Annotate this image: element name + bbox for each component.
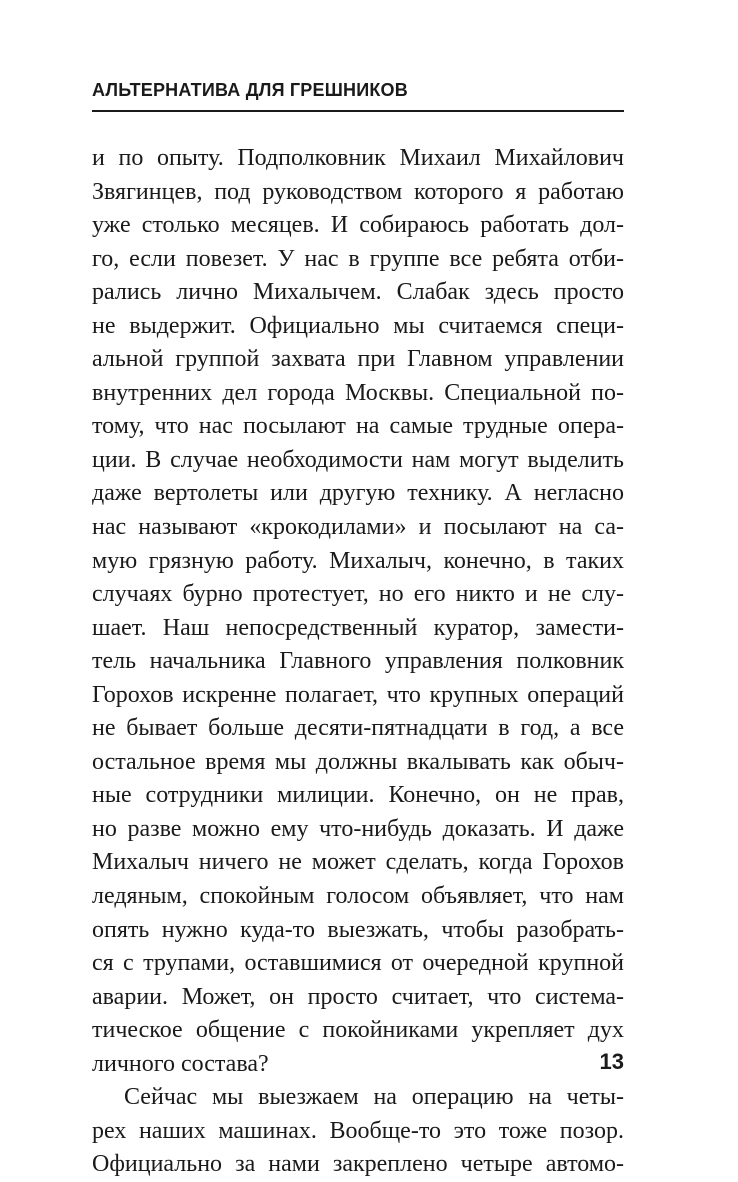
text-line: и по опыту. Подполковник Михаил Михайлович [92, 145, 624, 171]
text-line: но разве можно ему что-нибудь доказать. И даже [92, 815, 624, 842]
text-line: ледяным, спокойным голосом объявляет, что нам [92, 883, 624, 910]
text-line: случаях бурно протестует, но его никто и не слу- [92, 581, 624, 608]
text-line: аварии. Может, он просто считает, что система- [92, 983, 624, 1010]
text-line: тическое общение с покойниками укрепляет дух [92, 1017, 624, 1044]
text-line: Официально за нами закреплено четыре автомо- [92, 1151, 624, 1178]
page-number: 13 [599, 1049, 624, 1074]
text-line: шает. Наш непосредственный куратор, замести- [92, 614, 624, 641]
text-line: Горохов искренне полагает, что крупных операций [92, 681, 624, 708]
text-line: Михалыч ничего не может сделать, когда Горохов [92, 849, 624, 876]
paragraph-end-line: личного состава? [92, 1050, 269, 1077]
text-line: альной группой захвата при Главном управлении [92, 346, 624, 373]
body-text [92, 142, 624, 1182]
text-line: Звягинцев, под руководством которого я работаю [92, 178, 624, 205]
paragraph-start-line: Сейчас мы выезжаем на операцию на четы- [124, 1084, 624, 1111]
text-line: ся с трупами, оставшимися от очередной крупной [92, 950, 624, 977]
text-line: уже столько месяцев. И собираюсь работать дол- [92, 212, 624, 239]
text-line: не бывает больше десяти-пятнадцати в год, а все [92, 715, 624, 742]
text-line: даже вертолеты или другую технику. А негласно [92, 480, 624, 507]
text-line: внутренних дел города Москвы. Специальной по- [92, 379, 624, 406]
running-head: АЛЬТЕРНАТИВА ДЛЯ ГРЕШНИКОВ [92, 80, 408, 100]
text-line: ции. В случае необходимости нам могут выделить [92, 446, 624, 473]
text-line: тому, что нас посылают на самые трудные опера- [92, 413, 624, 440]
text-line: опять нужно куда-то выезжать, чтобы разобрать- [92, 916, 624, 943]
text-line: нас называют «крокодилами» и посылают на са- [92, 514, 624, 541]
text-line: ные сотрудники милиции. Конечно, он не прав, [92, 782, 624, 809]
text-line: го, если повезет. У нас в группе все ребята отби- [92, 245, 624, 272]
text-line: тель начальника Главного управления полковник [92, 648, 624, 675]
text-line: не выдержит. Официально мы считаемся специ- [92, 312, 624, 339]
text-line: мую грязную работу. Михалыч, конечно, в таких [92, 547, 624, 574]
header-rule [92, 110, 624, 112]
text-line: рались лично Михалычем. Слабак здесь просто [92, 279, 624, 306]
text-line: рех наших машинах. Вообще-то это тоже позор. [92, 1117, 624, 1144]
text-line: остальное время мы должны вкалывать как обыч- [92, 748, 624, 775]
